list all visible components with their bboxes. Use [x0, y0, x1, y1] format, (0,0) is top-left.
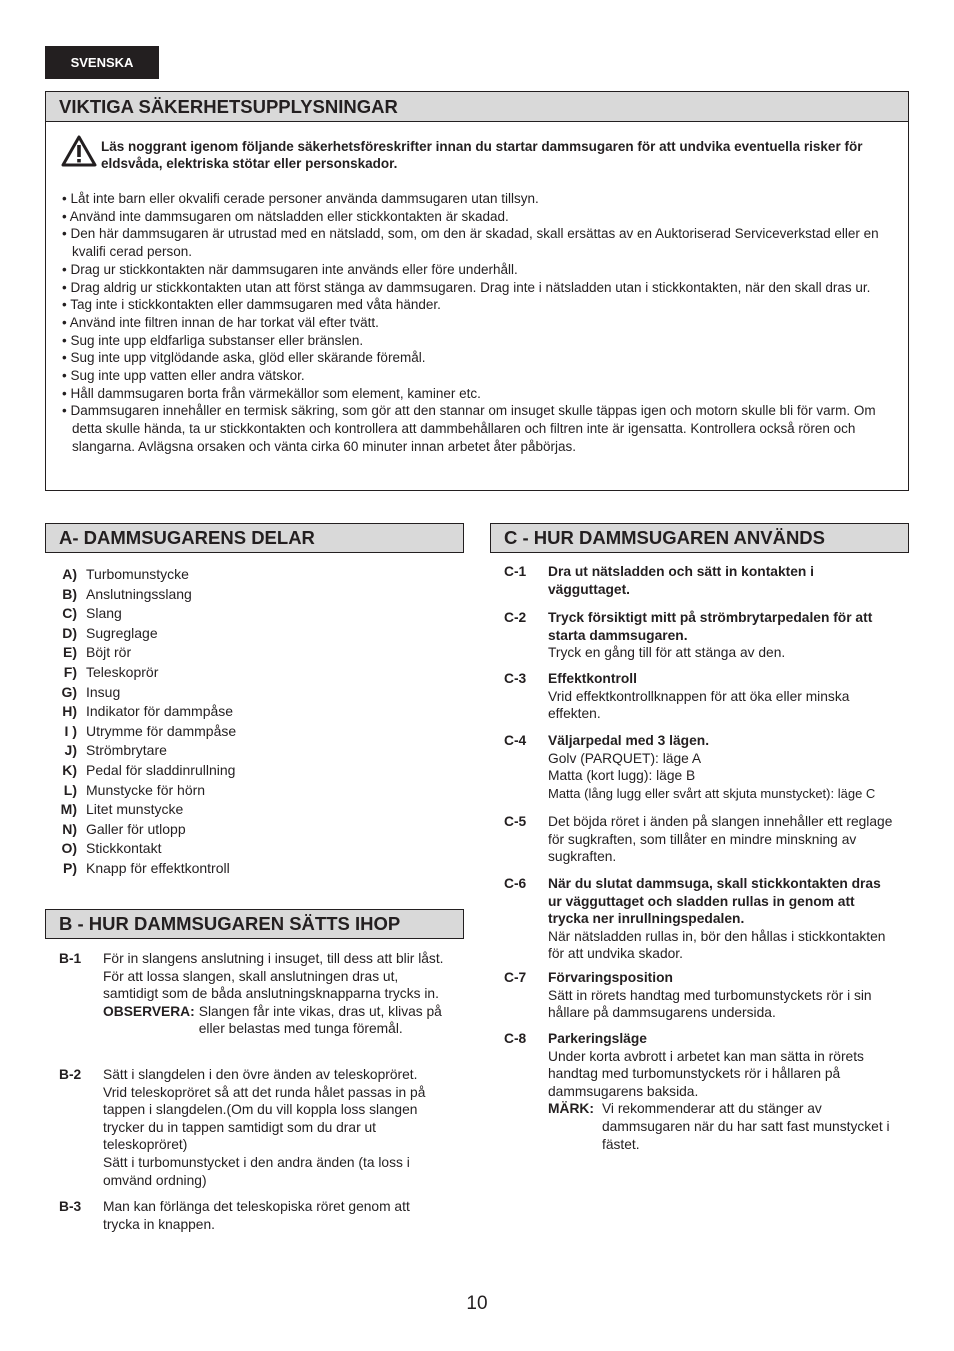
part-key: P) — [63, 859, 77, 876]
part-key: L) — [63, 781, 77, 798]
step-key: C-5 — [504, 814, 527, 829]
safety-bullet: • Den här dammsugaren är utrustad med en nätsladd, som, om den är skadad, skall ersättas av en Auktoriserad Serviceverkstad eller en kvalifi cerad person. — [62, 226, 879, 260]
safety-bullet: • Låt inte barn eller okvalifi cerade personer använda dammsugaren utan tillsyn. — [62, 191, 539, 206]
list-item — [58, 762, 236, 782]
note-label: OBSERVERA: — [103, 1003, 195, 1019]
part-label: Anslutningsslang — [86, 585, 192, 602]
list-item — [58, 605, 236, 625]
step-heading: Tryck försiktigt mitt på strömbrytarpedalen för att starta dammsugaren. — [548, 610, 873, 643]
safety-bullet: • Sug inte upp vatten eller andra vätskor. — [62, 368, 305, 384]
safety-bullet: • Använd inte filtren innan de har torkat väl efter tvätt. — [62, 314, 379, 330]
part-label: Galler för utlopp — [86, 820, 186, 837]
step-key: C-1 — [504, 564, 527, 579]
part-label: Insug — [86, 683, 121, 700]
step-heading: Väljarpedal med 3 lägen. — [548, 733, 710, 748]
part-label: Litet munstycke — [86, 801, 184, 818]
part-label: Teleskoprör — [86, 663, 159, 680]
parts-list — [58, 566, 236, 880]
safety-bullet: • Tag inte i stickkontakten eller dammsugaren med våta händer. — [62, 297, 441, 313]
step-text: Sätt in rörets handtag med turbomunstyckets rör i sin hållare på dammsugarens undersida. — [548, 987, 872, 1021]
step-c6 — [504, 875, 898, 963]
safety-bullet: • Dammsugaren innehåller en termisk säkring, som gör att den stannar om insuget skulle täppas igen och motorn skulle bli för varm. Om detta skulle hända, ta ur stickkontakten och kontrollera att dammbehållaren och filtren inte är igensatta. Kontrollera också rören och slangarna. Avlägsna orsaken och vänta cirka 60 minuter innan arbetet åter påbörjas. — [62, 403, 876, 454]
part-label: Knapp för effektkontroll — [86, 859, 230, 876]
part-key: N) — [62, 820, 77, 837]
step-c2 — [504, 609, 898, 662]
step-key: C-6 — [504, 876, 527, 891]
list-item — [58, 840, 236, 860]
step-c4 — [504, 732, 898, 802]
step-text: Det böjda röret i änden på slangen innehåller ett reglage för sugkraften, som tillåter en mindre minskning av sugkraften. — [548, 814, 893, 865]
part-key: G) — [61, 683, 77, 700]
step-c7 — [504, 969, 898, 1022]
list-item — [58, 821, 236, 841]
note-text: Vi rekommenderar att du stänger av dammsugaren när du har satt fast munstycket i fästet. — [601, 1101, 890, 1152]
step-c5 — [504, 813, 898, 866]
step-text: För in slangens anslutning i insuget, till dess att blir låst. För att lossa slangen, skall anslutningen dras ut, samtidigt som de båda anslutningsknapparna trycks in. — [103, 951, 444, 1002]
step-text: Man kan förlänga det teleskopiska röret genom att trycka in knappen. — [103, 1199, 410, 1232]
safety-warning: Läs noggrant igenom följande säkerhetsföreskrifter innan du startar dammsugaren för att undvika eventuella risker för eldsvåda, elektriska stötar eller personskador. — [101, 139, 863, 171]
part-key: J) — [64, 742, 77, 759]
list-item — [58, 703, 236, 723]
step-text: Tryck en gång till för att stänga av den. — [548, 645, 786, 661]
step-heading: När du slutat dammsuga, skall stickkontakten dras ur vägguttaget och sladden rullas in genom att trycka ner inrullningspedalen. — [548, 876, 881, 927]
usage-title: C - HUR DAMMSUGAREN ANVÄNDS — [490, 523, 909, 553]
step-heading: Dra ut nätsladden och sätt in kontakten i vägguttaget. — [548, 564, 815, 597]
list-item — [58, 801, 236, 821]
list-item — [58, 684, 236, 704]
parts-title: A- DAMMSUGARENS DELAR — [45, 523, 464, 553]
part-key: O) — [61, 840, 77, 857]
part-key: M) — [60, 801, 77, 818]
part-key: C) — [62, 605, 77, 622]
note-label: MÄRK: — [548, 1101, 594, 1117]
safety-bullet: • Drag ur stickkontakten när dammsugaren inte används eller före underhåll. — [62, 261, 518, 277]
part-label: Pedal för sladdinrullning — [86, 761, 236, 778]
list-item — [58, 566, 236, 586]
part-label: Indikator för dammpåse — [86, 703, 234, 720]
step-key: C-2 — [504, 610, 527, 625]
part-label: Utrymme för dammpåse — [86, 722, 237, 739]
part-key: I ) — [64, 722, 77, 739]
part-label: Slang — [86, 605, 122, 622]
language-tab: SVENSKA — [45, 46, 159, 79]
list-item — [58, 586, 236, 606]
list-item — [58, 723, 236, 743]
page-number: 10 — [466, 1293, 488, 1314]
part-label: Sugreglage — [86, 624, 158, 641]
list-item — [58, 782, 236, 802]
warning-icon — [61, 135, 97, 167]
note-text: Slangen får inte vikas, dras ut, klivas på eller belastas med tunga föremål. — [198, 1003, 442, 1037]
safety-bullet: • Sug inte upp eldfarliga substanser eller bränslen. — [62, 332, 364, 348]
part-key: F) — [63, 663, 77, 680]
step-b2 — [59, 1066, 445, 1189]
step-text: Under korta avbrott i arbetet kan man sätta in rörets handtag med turbomunstyckets rör i hållaren på dammsugarens baksida. — [548, 1048, 864, 1099]
part-label: Böjt rör — [86, 644, 132, 661]
step-heading: Parkeringsläge — [548, 1031, 647, 1046]
step-text: När nätsladden rullas in, bör den hållas i stickkontakten för att undvika skador. — [548, 928, 886, 962]
safety-bullet: • Sug inte upp vitglödande aska, glöd eller skärande föremål. — [62, 350, 426, 366]
part-key: E) — [63, 644, 77, 661]
list-item — [58, 644, 236, 664]
list-item — [58, 664, 236, 684]
safety-title: VIKTIGA SÄKERHETSUPPLYSNINGAR — [45, 91, 909, 122]
step-text: Matta (lång lugg eller svårt att skjuta munstycket): läge C — [548, 785, 876, 801]
step-text: Matta (kort lugg): läge B — [548, 768, 696, 784]
part-key: K) — [62, 761, 77, 778]
step-heading: Effektkontroll — [548, 671, 637, 686]
part-label: Strömbrytare — [86, 742, 167, 759]
step-key: C-8 — [504, 1031, 527, 1046]
step-text: Golv (PARQUET): läge A — [548, 750, 702, 766]
step-key: C-7 — [504, 970, 527, 985]
part-key: A) — [62, 566, 77, 582]
part-key: D) — [62, 624, 77, 641]
step-text: Sätt i slangdelen i den övre änden av teleskopröret. Vrid teleskopröret så att det runda hålet passas in på tappen i slangdelen.(Om du vill koppla loss slangen trycker du in tappen samtidigt som du drar ut teleskopröret) — [103, 1067, 426, 1153]
part-label: Munstycke för hörn — [86, 781, 206, 798]
part-key: H) — [62, 703, 77, 720]
step-key: B-2 — [59, 1067, 82, 1082]
safety-bullet: • Håll dammsugaren borta från värmekällor som element, kaminer etc. — [62, 385, 481, 401]
step-b1 — [59, 950, 445, 1038]
part-label: Stickkontakt — [86, 840, 162, 857]
step-c3 — [504, 670, 898, 723]
part-label: Turbomunstycke — [86, 566, 189, 582]
step-key: C-4 — [504, 733, 527, 748]
step-key: C-3 — [504, 671, 527, 686]
step-text: Vrid effektkontrollknappen för att öka eller minska effekten. — [548, 688, 850, 722]
safety-bullet-list — [62, 190, 892, 456]
list-item — [58, 860, 236, 880]
step-heading: Förvaringsposition — [548, 970, 673, 985]
step-key: B-1 — [59, 951, 82, 966]
step-b3 — [59, 1198, 445, 1233]
step-text: Sätt i turbomunstycket i den andra änden (ta loss i omvänd ordning) — [103, 1154, 410, 1188]
assembly-title: B - HUR DAMMSUGAREN SÄTTS IHOP — [45, 909, 464, 939]
list-item — [58, 625, 236, 645]
part-key: B) — [62, 585, 77, 602]
safety-bullet: • Drag aldrig ur stickkontakten utan att först stänga av dammsugaren. Drag inte i nätsladden utan i stickkontakten, när den skall dras ur. — [62, 279, 871, 295]
safety-bullet: • Använd inte dammsugaren om nätsladden eller stickkontakten är skadad. — [62, 208, 509, 224]
step-c8 — [504, 1030, 898, 1153]
step-c1 — [504, 563, 898, 598]
list-item — [58, 742, 236, 762]
step-key: B-3 — [59, 1199, 82, 1214]
